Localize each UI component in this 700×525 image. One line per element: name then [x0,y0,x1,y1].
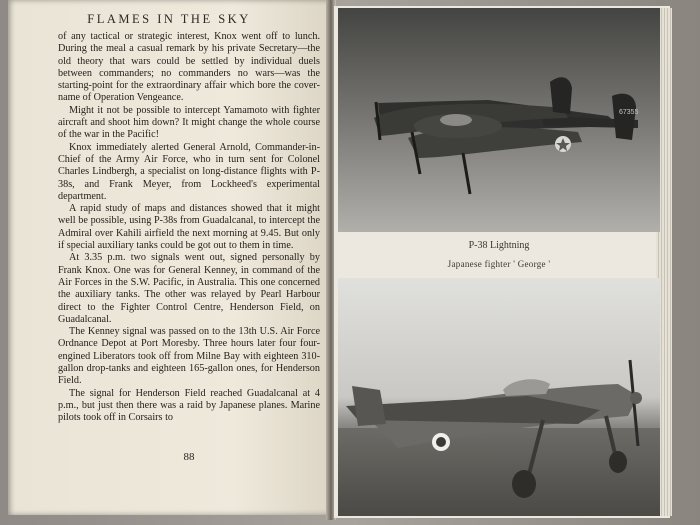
paragraph: Knox immediately alerted General Arnold, Commander-in-Chief of the Army Air Force, who in turn sent for Colonel Charles Lindbergh, a specialist on long-distance flights with P-38s, and Frank Meyer, from Lockheed's experimental department. [58,141,320,202]
body-text [58,31,320,425]
page-number: 88 [183,451,195,463]
left-page [8,0,330,515]
photo-p38-lightning [338,8,660,232]
paragraph: At 3.35 p.m. two signals went out, signed personally by Frank Knox. One was for General Kenney, in command of the Air Forces in the S.W. Pacific, in Australia. This one concerned the auxiliary tanks. The other was relayed by Pearl Harbour direct to the Fighter Control Centre, Henderson Field, on Guadalcanal. [58,252,320,325]
paragraph: A rapid study of maps and distances showed that it might well be possible, using P-38s from Guadalcanal, to intercept the Admiral over Kahili airfield the next morning at 9.45. But only if special auxiliary tanks could be got out to them in time. [58,203,320,252]
paragraph: The signal for Henderson Field reached Guadalcanal at 4 p.m., but just then there was a raid by Japanese planes. Marine pilots took off in Corsairs to [58,387,320,424]
photo-caption-p38: P-38 Lightning [468,240,530,251]
tail-number: 67355 [619,109,639,116]
photo-japanese-fighter-george [338,278,660,516]
p38-aircraft-illustration [338,8,660,232]
running-head: FLAMES IN THE SKY [87,12,251,26]
paragraph: The Kenney signal was passed on to the 13th U.S. Air Force Ordnance Depot at Port Moresby. Three hours later four four-engined Liberators took off from Milne Bay with eighteen 310-gallon drop-tanks and eighteen 165-gallon ones, for Henderson Field. [58,326,320,387]
paragraph: Might it not be possible to intercept Yamamoto with fighter aircraft and shoot him down? It might change the whole course of the war in the Pacific! [58,104,320,141]
photo-caption-george: Japanese fighter ' George ' [447,259,551,269]
george-aircraft-illustration [338,278,660,516]
paragraph: of any tactical or strategic interest, Knox went off to lunch. During the meal a casual remark by his private Secretary—the old theory that wars could be settled by individual duels between commanders; no commanders no wars—was the starting-point for the extraordinary affair which bore the cover-name of Operation Vengeance. [58,31,320,104]
